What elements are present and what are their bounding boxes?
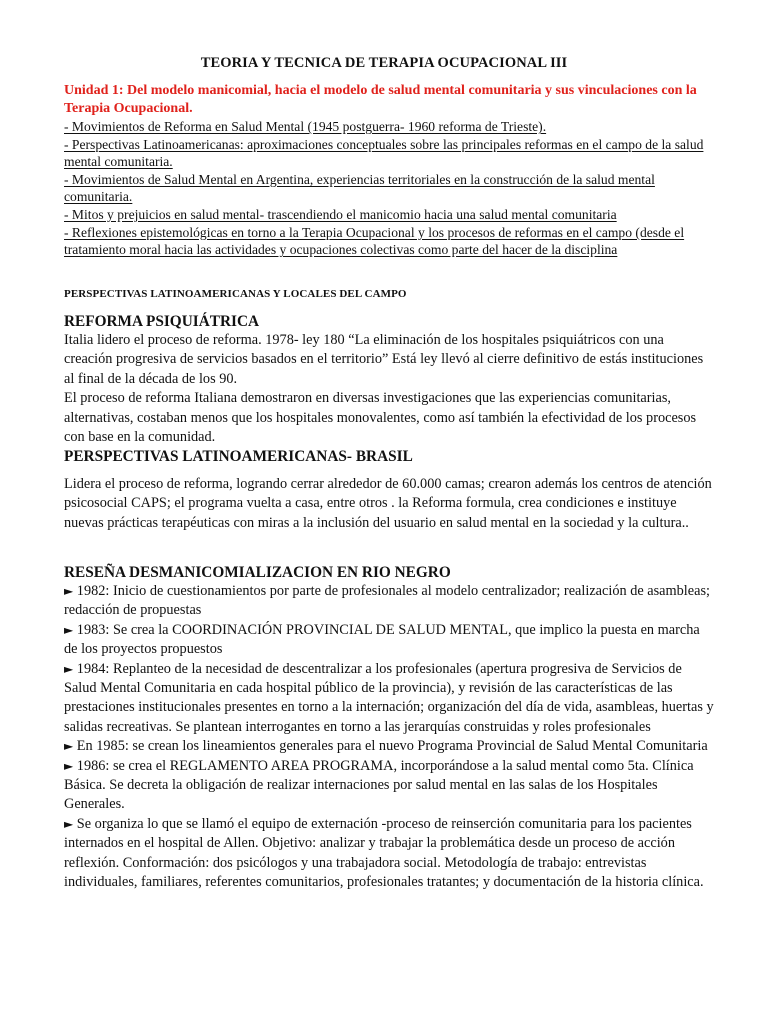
reforma-section [64,312,714,447]
rio-negro-section [64,563,714,893]
timeline-item: ► 1986: se crea el REGLAMENTO AREA PROGRAMA, incorporándose a la salud mental como 5ta. Clínica Básica. Se decreta la obligación de realizar internaciones por salud mental en las salas de los Hospitales Generales. [64,757,694,813]
rio-negro-heading: RESEÑA DESMANICOMIALIZACION EN RIO NEGRO [64,564,451,581]
timeline-item: ► Se organiza lo que se llamó el equipo de externación -proceso de reinserción comunitaria para los pacientes internados en el hospital de Allen. Objetivo: analizar y trabajar la problemática desde un proceso de acción reflexión. Conformación: dos psicólogos y una trabajadora social. Metodología de trabajo: entrevistas individuales, familiares, referentes comunitarios, profesionales tratantes; y documentación de la historia clínica. [64,815,704,891]
arrow-bullet-icon: ► [64,739,74,754]
brasil-section [64,447,714,533]
reforma-paragraph-2: El proceso de reforma Italiana demostraron en diversas investigaciones que las experiencias comunitarias, alternativas, costaban menos que los hospitales monovalentes, como así también la efectividad de los procesos con base en la comunidad. [64,390,697,446]
document-title: TEORIA Y TECNICA DE TERAPIA OCUPACIONAL III [200,55,568,71]
reforma-paragraph-1: Italia lidero el proceso de reforma. 1978- ley 180 “La eliminación de los hospitales psiquiátricos con una creación progresiva de servicios basados en el territorio” Está ley llevó al cierre definitivo de estás instituciones al final de la década de los 90. [64,332,704,387]
brasil-heading: PERSPECTIVAS LATINOAMERICANAS- BRASIL [64,448,413,465]
arrow-bullet-icon: ► [64,816,74,831]
topic-item: - Movimientos de Reforma en Salud Mental (1945 postguerra- 1960 reforma de Trieste). [64,119,547,134]
topic-item: - Movimientos de Salud Mental en Argentina, experiencias territoriales en la construcción de la salud mental comunitaria. [64,171,655,205]
reforma-heading: REFORMA PSIQUIÁTRICA [64,313,260,330]
unit-heading: Unidad 1: Del modelo manicomial, hacia el modelo de salud mental comunitaria y sus vinculaciones con la Terapia Ocupacional. [64,83,697,116]
arrow-bullet-icon: ► [64,758,74,773]
section-heading: PERSPECTIVAS LATINOAMERICANAS Y LOCALES DEL CAMPO [64,288,407,300]
topic-list [64,118,704,259]
arrow-bullet-icon: ► [64,661,74,676]
topic-item: - Perspectivas Latinoamericanas: aproximaciones conceptuales sobre las principales reformas en el campo de la salud mental comunitaria. [64,136,704,170]
arrow-bullet-icon: ► [64,622,74,637]
timeline-item: ► En 1985: se crean los lineamientos generales para el nuevo Programa Provincial de Salud Mental Comunitaria [64,738,708,755]
arrow-bullet-icon: ► [64,584,74,598]
topic-item: - Mitos y prejuicios en salud mental- trascendiendo el manicomio hacia una salud mental comunitaria [64,206,617,222]
timeline-item: ► 1982: Inicio de cuestionamientos por parte de profesionales al modelo centralizador; realización de asambleas; redacción de propuestas [64,583,710,619]
brasil-paragraph: Lidera el proceso de reforma, logrando cerrar alrededor de 60.000 camas; crearon además los centros de atención psicosocial CAPS; el programa vuelta a casa, entre otros . la Reforma formula, crea condiciones e instituye nuevas prácticas terapéuticas con miras a la inclusión del usuario en salud mental en la sociedad y la cultura.. [64,476,712,531]
timeline-item: ► 1984: Replanteo de la necesidad de descentralizar a los profesionales (apertura progresiva de Servicios de Salud Mental Comunitaria en cada hospital público de la provincia), y revisión de las características de las prestaciones institucionales presentes en torno a la internación; organización del día de vida, asambleas, huertas y salidas recreativas. Se plantean interrogantes en torno a las jerarquías construidas y roles profesionales [64,660,714,735]
topic-item: - Reflexiones epistemológicas en torno a la Terapia Ocupacional y los procesos de reformas en el campo (desde el tratamiento moral hacia las actividades y ocupaciones colectivas como parte del hacer de la disciplina [64,224,685,258]
timeline-item: ► 1983: Se crea la COORDINACIÓN PROVINCIAL DE SALUD MENTAL, que implico la puesta en marcha de los proyectos propuestos [64,621,700,658]
